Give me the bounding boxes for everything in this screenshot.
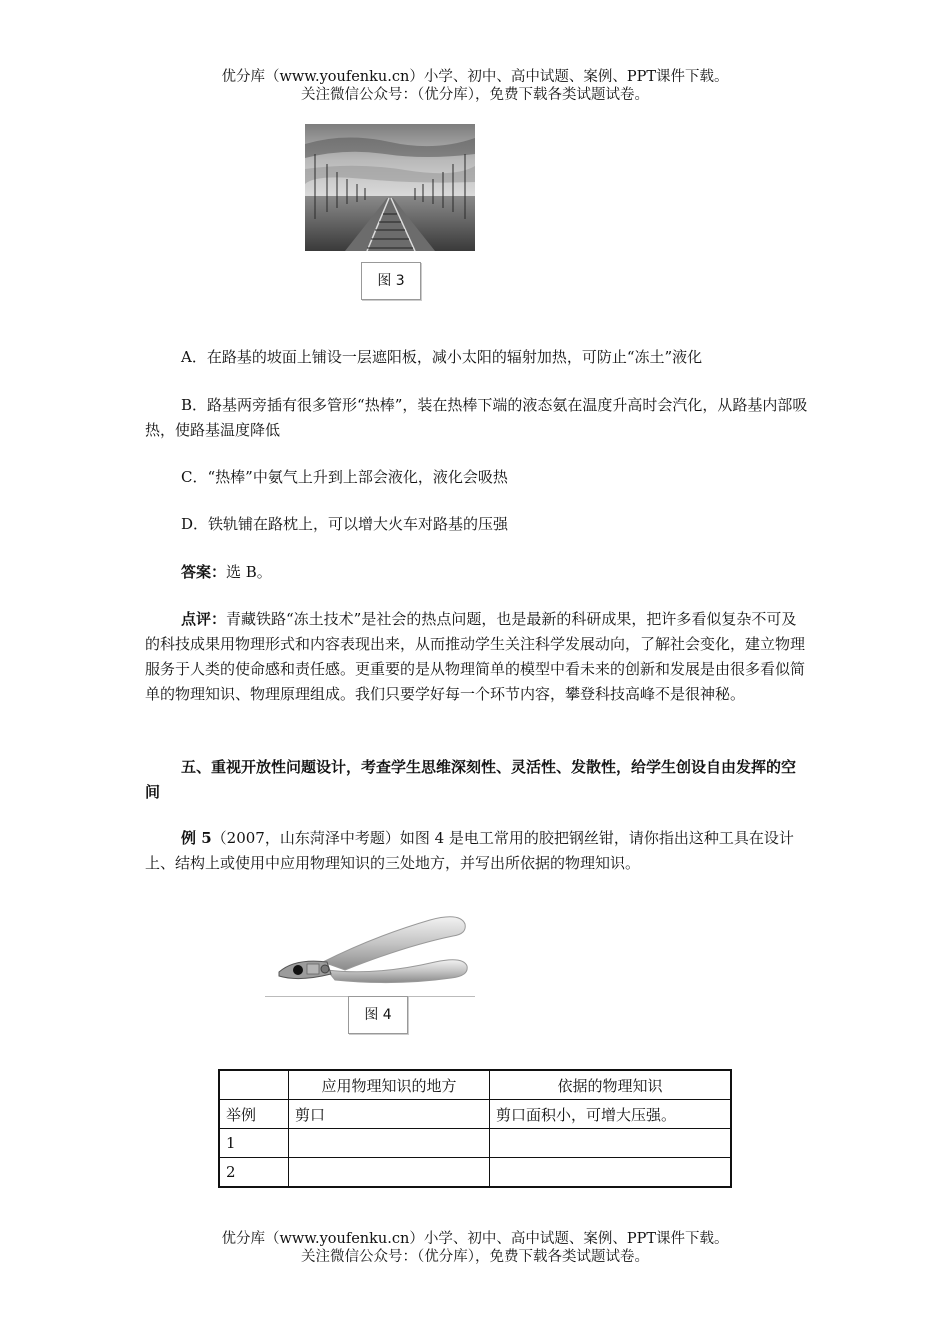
table-cell[interactable] — [289, 1158, 490, 1188]
table-cell: 2 — [219, 1158, 289, 1188]
table-header-cell — [219, 1070, 289, 1100]
table-header-cell: 依据的物理知识 — [490, 1070, 732, 1100]
option-a: A．在路基的坡面上铺设一层遮阳板，减小太阳的辐射加热，可防止“冻土”液化 — [181, 348, 703, 366]
table-cell[interactable] — [289, 1129, 490, 1158]
figure-4-caption: 图 4 — [348, 996, 408, 1034]
header-line-2: 关注微信公众号：（优分库），免费下载各类试题试卷。 — [301, 87, 649, 103]
table-cell: 举例 — [219, 1100, 289, 1129]
answer-label: 答案： — [181, 563, 227, 581]
table-cell[interactable] — [490, 1158, 732, 1188]
page-header — [0, 68, 950, 104]
page-footer — [0, 1230, 950, 1266]
answer-table — [218, 1069, 732, 1188]
table-row — [219, 1129, 731, 1158]
table-header-row — [219, 1070, 731, 1100]
section-5-title: 五、重视开放性问题设计，考查学生思维深刻性、灵活性、发散性，给学生创设自由发挥的空间 — [145, 758, 797, 801]
table-cell: 剪口面积小，可增大压强。 — [490, 1100, 732, 1129]
header-line-1: 优分库（www.youfenku.cn）小学、初中、高中试题、案例、PPT课件下载。 — [221, 69, 729, 85]
option-d: D．铁轨铺在路枕上，可以增大火车对路基的压强 — [181, 515, 509, 533]
example-5 — [145, 826, 810, 876]
table-row — [219, 1100, 731, 1129]
figure-3-caption: 图 3 — [361, 262, 421, 300]
footer-line-1: 优分库（www.youfenku.cn）小学、初中、高中试题、案例、PPT课件下载。 — [221, 1231, 729, 1247]
railway-photo — [305, 124, 475, 251]
table-cell: 1 — [219, 1129, 289, 1158]
table-cell: 剪口 — [289, 1100, 490, 1129]
pliers-image — [265, 906, 475, 997]
option-b: B．路基两旁插有很多管形“热棒”，装在热棒下端的液态氨在温度升高时会汽化，从路基内部吸热，使路基温度降低 — [145, 396, 808, 439]
option-c: C．“热棒”中氨气上升到上部会液化，液化会吸热 — [181, 468, 508, 486]
table-cell[interactable] — [490, 1129, 732, 1158]
answer — [145, 560, 810, 585]
answer-text: 选 B。 — [226, 563, 272, 581]
comment-text: 青藏铁路“冻土技术”是社会的热点问题，也是最新的科研成果，把许多看似复杂不可及的科技成果用物理形式和内容表现出来，从而推动学生关注科学发展动向，了解社会变化，建立物理服务于人类的使命感和责任感。更重要的是从物理简单的模型中看未来的创新和发展是由很多看似简单的物理知识、物理原理组成。我们只要学好每一个环节内容，攀登科技高峰不是很神秘。 — [145, 610, 806, 703]
example-5-label: 例 5 — [181, 829, 212, 847]
table-row — [219, 1158, 731, 1188]
example-5-text: （2007，山东菏泽中考题）如图 4 是电工常用的胶把钢丝钳，请你指出这种工具在设计上、结构上或使用中应用物理知识的三处地方，并写出所依据的物理知识。 — [145, 829, 794, 872]
comment-label: 点评： — [181, 610, 227, 628]
comment-paragraph — [145, 607, 810, 707]
table-header-cell: 应用物理知识的地方 — [289, 1070, 490, 1100]
footer-line-2: 关注微信公众号：（优分库），免费下载各类试题试卷。 — [301, 1249, 649, 1265]
